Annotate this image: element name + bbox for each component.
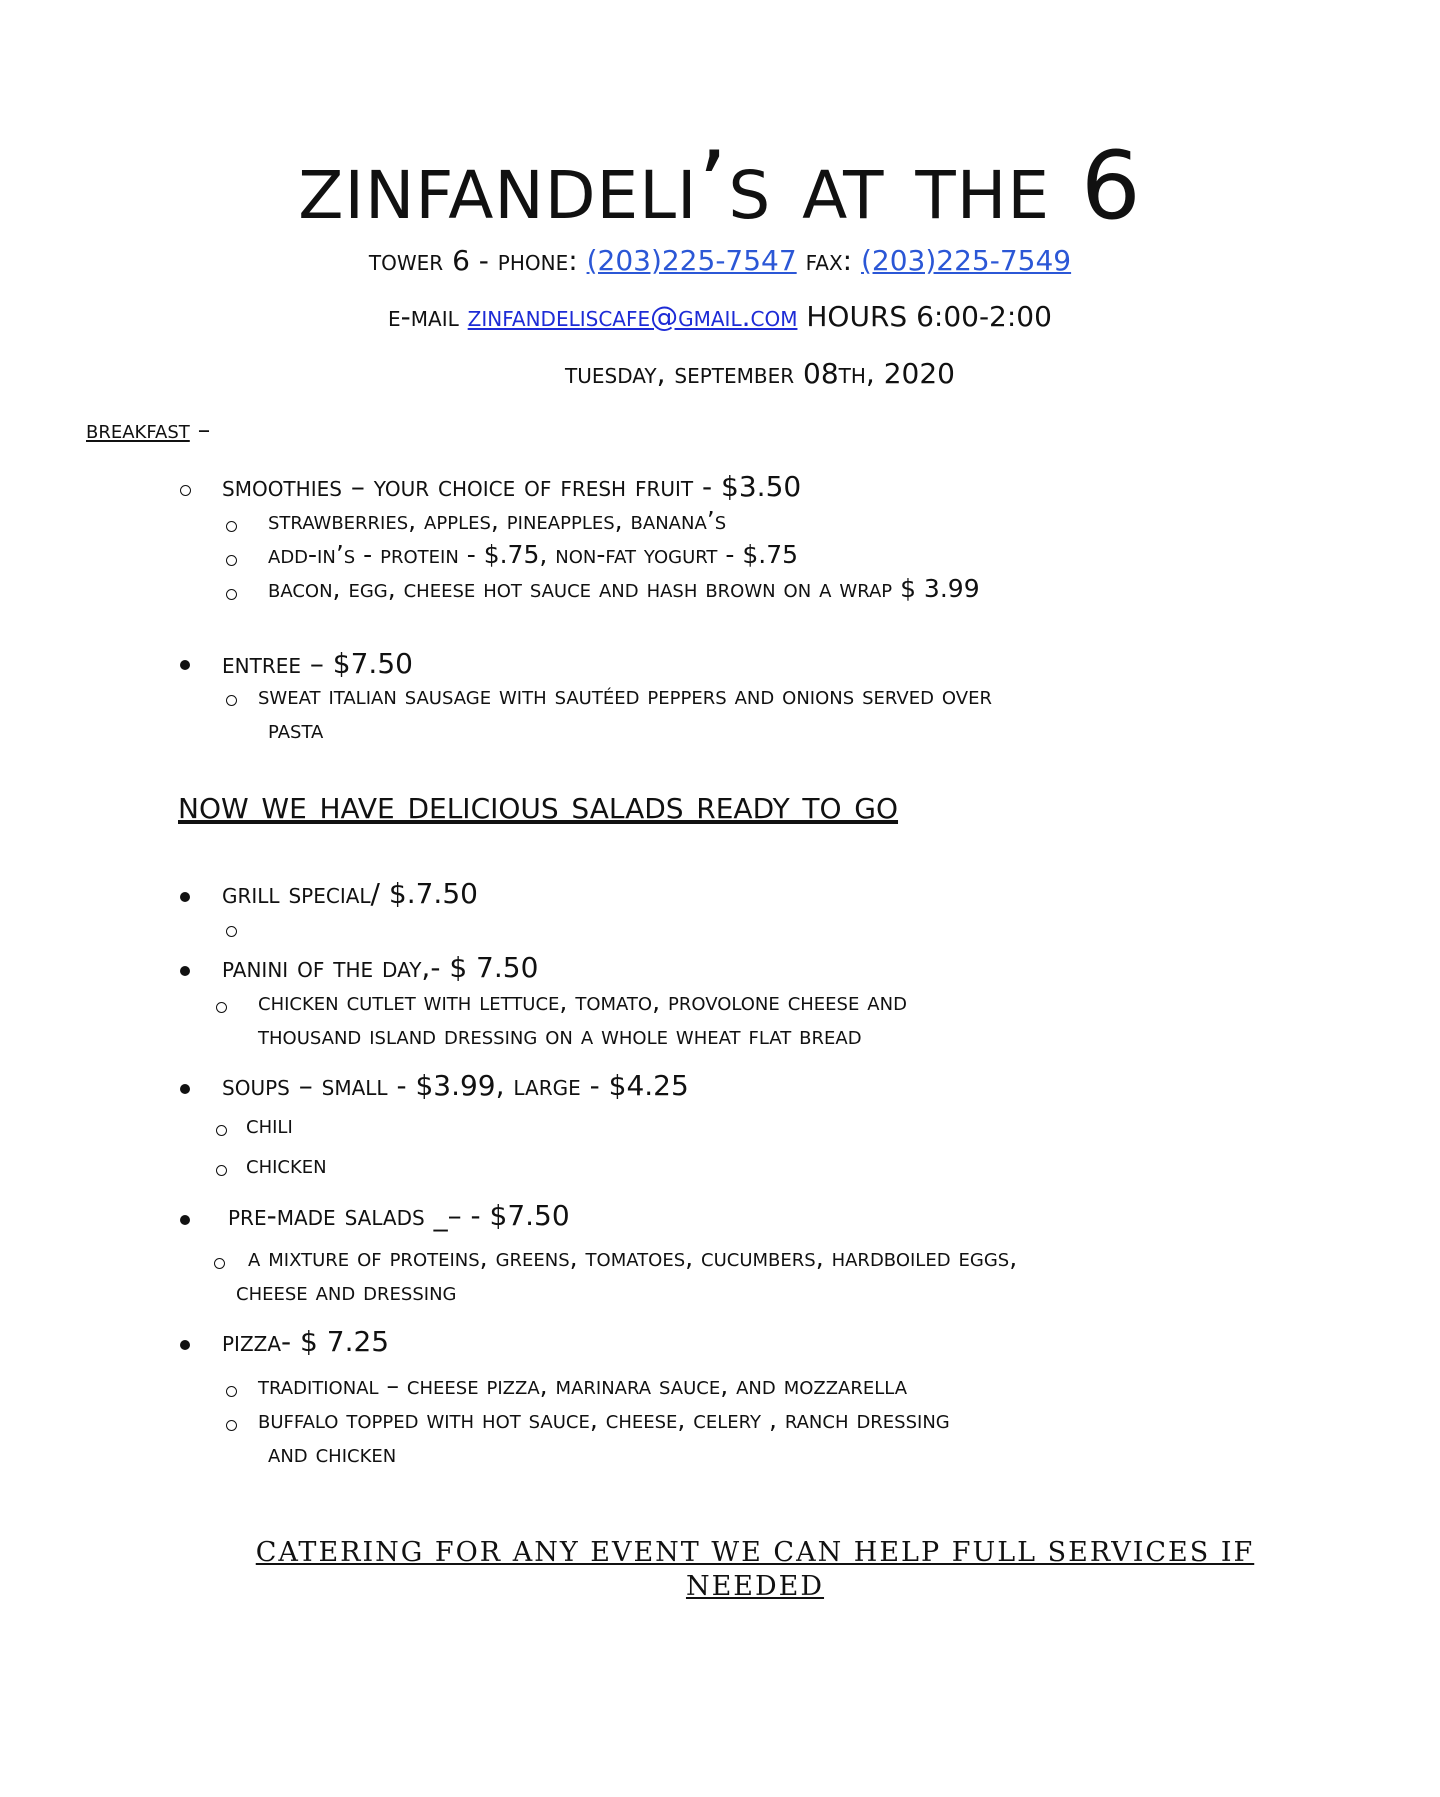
ring-bullet	[226, 589, 237, 600]
grill-special: grill special/ $.7.50	[222, 877, 478, 910]
email-hours-line	[0, 300, 1440, 333]
disc-bullet	[180, 892, 190, 902]
soup-chicken: chicken	[246, 1150, 327, 1179]
phone-link[interactable]: (203)225-7547	[586, 244, 797, 277]
panini-desc-line1: chicken cutlet with lettuce, tomato, provolone cheese and	[258, 987, 907, 1016]
fax-label: fax:	[805, 244, 853, 277]
pizza-buffalo-line1: buffalo topped with hot sauce, cheese, celery , ranch dressing	[258, 1405, 950, 1434]
disc-bullet	[180, 1215, 190, 1225]
breakfast-heading	[86, 415, 210, 444]
disc-bullet	[180, 966, 190, 976]
entree-desc-line2: pasta	[268, 715, 324, 744]
pizza-buffalo-line2: and chicken	[268, 1439, 397, 1468]
pizza-item: pizza- $ 7.25	[222, 1325, 390, 1358]
entree-item: entree – $7.50	[222, 647, 413, 680]
premade-desc-line1: a mixture of proteins, greens, tomatoes, cucumbers, hardboiled eggs,	[248, 1243, 1018, 1272]
menu-date	[565, 357, 955, 390]
email-label: e-mail	[388, 300, 459, 333]
smoothie-addins: add-in’s - protein - $.75, non-fat yogurt - $.75	[268, 540, 799, 569]
contact-line	[0, 244, 1440, 277]
smoothies-item: smoothies – your choice of fresh fruit - $3.50	[222, 470, 802, 503]
breakfast-heading-text: breakfast	[86, 415, 190, 444]
smoothie-fruits: strawberries, apples, pineapples, banana’s	[268, 506, 727, 535]
catering-line1: CATERING FOR ANY EVENT WE CAN HELP FULL SERVICES IF	[255, 1537, 1255, 1568]
fax-link[interactable]: (203)225-7549	[860, 244, 1072, 277]
ring-bullet	[216, 1002, 227, 1013]
page-title: zinfandeli’s at the 6	[298, 132, 1142, 241]
menu-date-text: tuesday, september 08th, 2020	[565, 357, 955, 390]
soup-chili: chili	[246, 1110, 293, 1139]
disc-bullet	[180, 660, 190, 670]
salads-banner: now we have delicious salads ready to go	[178, 782, 899, 828]
disc-bullet	[180, 1084, 190, 1094]
hours: HOURS 6:00-2:00	[806, 300, 1052, 333]
panini-desc-line2: thousand island dressing on a whole wheat flat bread	[258, 1021, 862, 1050]
ring-bullet	[226, 695, 237, 706]
email-link[interactable]: zinfandeliscafe@gmail.com	[467, 300, 798, 333]
ring-bullet	[226, 1420, 237, 1431]
breakfast-wrap: bacon, egg, cheese hot sauce and hash brown on a wrap $ 3.99	[268, 574, 980, 603]
ring-bullet	[216, 1125, 227, 1136]
ring-bullet	[226, 555, 237, 566]
ring-bullet	[180, 485, 191, 496]
ring-bullet	[226, 926, 237, 937]
ring-bullet	[216, 1165, 227, 1176]
catering-note	[0, 1536, 1440, 1604]
breakfast-dash: –	[197, 415, 211, 444]
entree-desc-line1: sweat italian sausage with sautéed peppers and onions served over	[258, 681, 992, 710]
soups-item: soups – small - $3.99, large - $4.25	[222, 1069, 689, 1102]
pizza-traditional: traditional – cheese pizza, marinara sauce, and mozzarella	[258, 1371, 908, 1400]
premade-salads-item: pre-made salads _– - $7.50	[228, 1199, 570, 1232]
tower-phone-label: tower 6 - phone:	[368, 244, 578, 277]
panini-item: panini of the day,- $ 7.50	[222, 951, 539, 984]
disc-bullet	[180, 1340, 190, 1350]
premade-desc-line2: cheese and dressing	[236, 1277, 457, 1306]
ring-bullet	[214, 1258, 225, 1269]
ring-bullet	[226, 521, 237, 532]
catering-line2: NEEDED	[685, 1571, 825, 1602]
ring-bullet	[226, 1386, 237, 1397]
